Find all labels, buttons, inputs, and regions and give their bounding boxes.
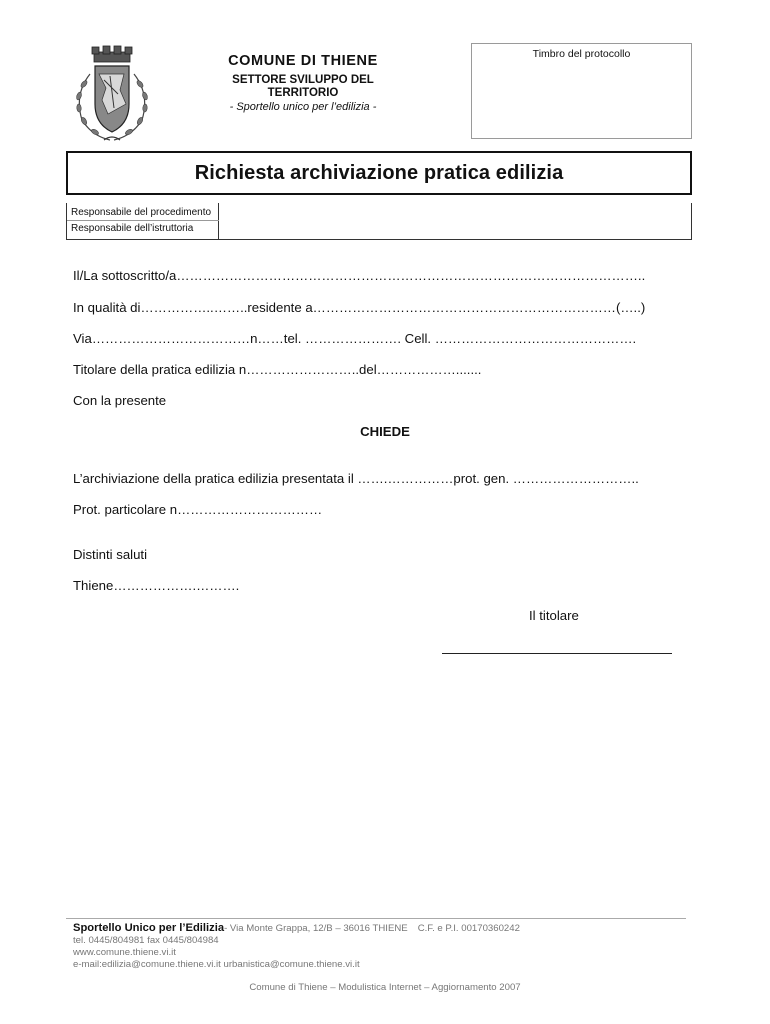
responsabile-istruttoria-label: Responsabile dell’istruttoria: [71, 223, 194, 234]
responsabile-procedimento-label: Responsabile del procedimento: [71, 207, 212, 218]
settore-name: SETTORE SVILUPPO DEL TERRITORIO: [232, 74, 374, 99]
distinti-saluti-text: Distinti saluti: [73, 547, 148, 562]
sportello-subtitle: - Sportello unico per l’edilizia -: [229, 101, 377, 113]
chiede-heading: CHIEDE: [360, 424, 410, 439]
il-titolare-label: Il titolare: [529, 608, 579, 623]
archiviazione-line: L’archiviazione della pratica edilizia presentata il …….……………prot. gen. ………………………..: [73, 471, 639, 486]
stamp-label: Timbro del protocollo: [532, 48, 631, 60]
prot-particolare-line: Prot. particolare n……………………………: [73, 502, 323, 517]
footer-office-name: Sportello Unico per l’Edilizia: [73, 922, 225, 934]
indirizzo-contatti-line: Via………………………………n……tel. …………………. Cell. ……………………………………….: [73, 331, 637, 346]
responsabili-table: [66, 203, 692, 240]
footer-cf: C.F. e P.I. 00170360242: [417, 923, 520, 934]
responsabili-label-column: [67, 203, 219, 239]
row-divider: [67, 220, 219, 221]
footer-website: www.comune.thiene.vi.it: [73, 947, 176, 958]
footer-phone: tel. 0445/804981 fax 0445/804984: [73, 935, 219, 946]
title-box: [66, 151, 692, 195]
luogo-data-line: Thiene……………….……….: [73, 578, 240, 593]
comune-crest-logo: [64, 44, 160, 146]
signature-line: [442, 653, 672, 654]
qualita-residenza-line: In qualità di……………..……..residente a……………………………………………………………(…..): [73, 300, 646, 315]
footer-update-note: Comune di Thiene – Modulistica Internet – Aggiornamento 2007: [249, 982, 521, 993]
footer-divider: [66, 918, 686, 919]
comune-name: COMUNE DI THIENE: [228, 53, 378, 69]
footer-email: e-mail:edilizia@comune.thiene.vi.it urbanistica@comune.thiene.vi.it: [73, 959, 360, 970]
header-block: [196, 53, 410, 114]
footer-office-row: [73, 922, 520, 935]
protocol-stamp-box: [471, 43, 692, 139]
sottoscritto-line: Il/La sottoscritto/a……………………………………………………………………………………………..: [73, 268, 646, 283]
footer-address: - Via Monte Grappa, 12/B – 36016 THIENE: [224, 923, 408, 934]
footer-contacts: [73, 922, 520, 971]
titolare-pratica-line: Titolare della pratica edilizia n……………………..del……………….......: [73, 362, 482, 377]
con-la-presente-text: Con la presente: [73, 393, 167, 408]
page-title: Richiesta archiviazione pratica edilizia: [194, 161, 564, 184]
